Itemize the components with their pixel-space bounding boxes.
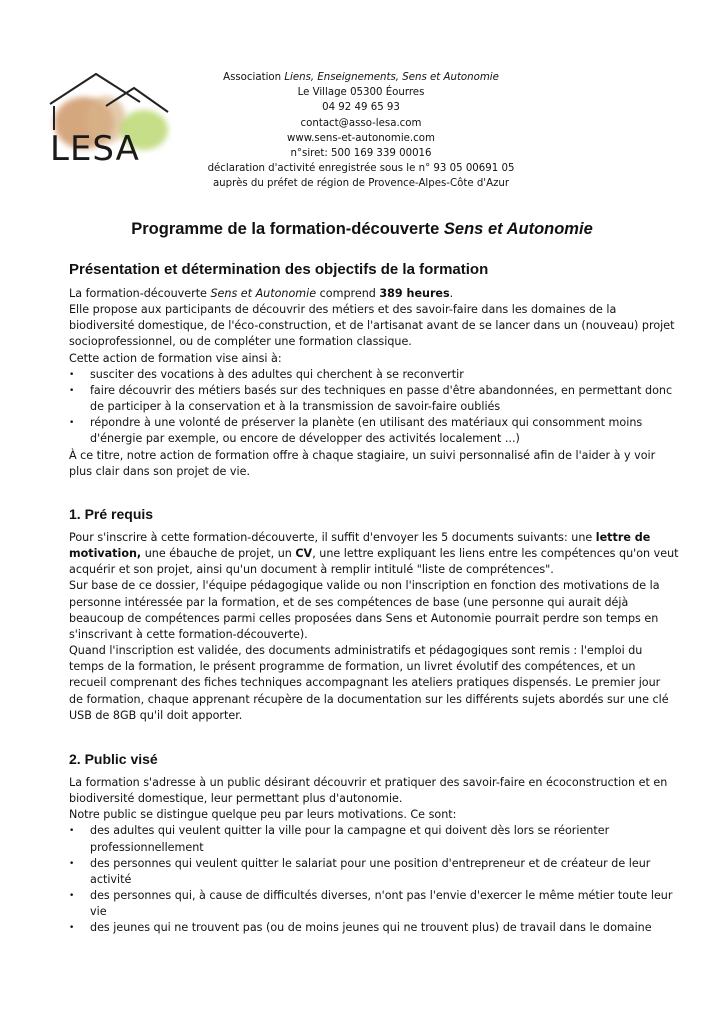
section-heading-intro: Présentation et détermination des objectifs de la formation — [69, 261, 489, 278]
section-intro — [69, 286, 675, 480]
declaration: déclaration d'activité enregistrée sous le n° 93 05 00691 05 — [207, 163, 515, 175]
prefecture: auprès du préfet de région de Provence-Alpes-Côte d'Azur — [212, 178, 510, 190]
paragraph-line: motivation, une ébauche de projet, un CV, une lettre expliquant les liens entre les compétences qu'on veut — [69, 547, 679, 561]
address: Le Village 05300 Éourres — [297, 87, 425, 99]
paragraph-line: acquérir et son projet, ainsi qu'un document à remplir intitulé "liste de comprétences". — [69, 563, 554, 577]
paragraph-line: Notre public se distingue quelque peu par leurs motivations. Ce sont: — [69, 808, 457, 822]
list-item: • faire découvrir des métiers basés sur des techniques en passe d'être abandonnées, en permettant donc de participer à la conservation et à la transmission de savoir-faire oubliés — [69, 383, 659, 415]
list-item: • des jeunes qui ne trouvent pas (ou de moins jeunes qui ne trouvent plus) de travail dans le domaine — [69, 920, 659, 936]
paragraph-line: biodiversité domestique, de l'éco-construction, et de l'artisanat avant de se lancer dans un (nouveau) projet — [69, 319, 675, 333]
section-prereq — [69, 530, 679, 724]
section-heading-prereq: 1. Pré requis — [69, 506, 154, 522]
paragraph-line: La formation s'adresse à un public désirant découvrir et pratiquer des savoir-faire en écoconstruction et en — [69, 776, 668, 789]
paragraph-line: recueil comprenant des fiches techniques accompagnant les ateliers pratiques dispensés. Le premier jour — [69, 676, 661, 690]
objectives-list — [69, 367, 673, 448]
section-heading-public: 2. Public visé — [69, 751, 158, 767]
section-public — [69, 775, 673, 937]
paragraph-line: plus clair dans son projet de vie. — [69, 464, 250, 478]
list-item: • des personnes qui, à cause de difficultés diverses, n'ont pas l'envie d'exercer le même métier toute leur vie — [69, 888, 659, 920]
paragraph-line: socioprofessionnel, ou de compléter une formation classique. — [69, 335, 412, 349]
association-header — [200, 70, 522, 192]
list-item: • des personnes qui veulent quitter le salariat pour une position d'entrepreneur et de créateur de leur activité — [69, 856, 659, 888]
paragraph: La formation-découverte Sens et Autonomie comprend 389 heures. — [69, 287, 454, 300]
association-name: Association Liens, Enseignements, Sens et Autonomie — [223, 72, 499, 83]
paragraph-line: USB de 8GB qu'il doit apporter. — [69, 708, 243, 722]
list-item: • des adultes qui veulent quitter la ville pour la campagne et qui doivent dès lors se réorienter professionnellement — [69, 823, 659, 855]
paragraph-line: beaucoup de compétences parmi celles proposées dans Sens et Autonomie pourrait perdre son temps en — [69, 611, 659, 625]
email: contact@asso-lesa.com — [300, 117, 422, 129]
siret: n°siret: 500 169 339 00016 — [290, 148, 432, 160]
paragraph-line: de formation, chaque apprenant récupère de la documentation sur les différents sujets abordés sur une clé — [69, 692, 669, 706]
phone: 04 92 49 65 93 — [322, 102, 400, 114]
paragraph-line: personne intéressée par la formation, et de ses compétences de base (une personne qui aurait déjà — [69, 595, 629, 609]
list-item: • susciter des vocations à des adultes qui cherchent à se reconvertir — [69, 367, 659, 383]
paragraph-line: Elle propose aux participants de découvrir des métiers et des savoir-faire dans les domaines de la — [69, 303, 617, 317]
list-item: • répondre à une volonté de préserver la planète (en utilisant des matériaux qui consomment moins d'énergie par exemple, ou encore de développer des activités localement ...) — [69, 415, 659, 447]
paragraph-line: biodiversité domestique, leur permettant plus d'autonomie. — [69, 792, 403, 806]
paragraph-line: Cette action de formation vise ainsi à: — [69, 351, 282, 365]
website: www.sens-et-autonomie.com — [287, 132, 435, 144]
paragraph-line: À ce titre, notre action de formation offre à chaque stagiaire, un suivi personnalisé afin de l'aider à y voir — [69, 448, 656, 462]
paragraph-line: temps de la formation, le présent programme de formation, un livret évolutif des compétences, et un — [69, 660, 636, 674]
paragraph-line: Pour s'inscrire à cette formation-découverte, il suffit d'envoyer les 5 documents suivants: une lettre de — [69, 531, 651, 544]
paragraph-line: Sur base de ce dossier, l'équipe pédagogique valide ou non l'inscription en fonction des motivations de la — [69, 579, 660, 593]
paragraph-line: Quand l'inscription est validée, des documents administratifs et pédagogiques sont remis : l'emploi du — [69, 644, 643, 658]
audience-list — [69, 823, 673, 936]
lesa-logo — [44, 68, 174, 168]
document-title: Programme de la formation-découverte Sens et Autonomie — [131, 220, 593, 238]
logo-text: LESA — [50, 129, 140, 168]
paragraph-line: s'inscrivant à cette formation-découverte). — [69, 627, 308, 641]
